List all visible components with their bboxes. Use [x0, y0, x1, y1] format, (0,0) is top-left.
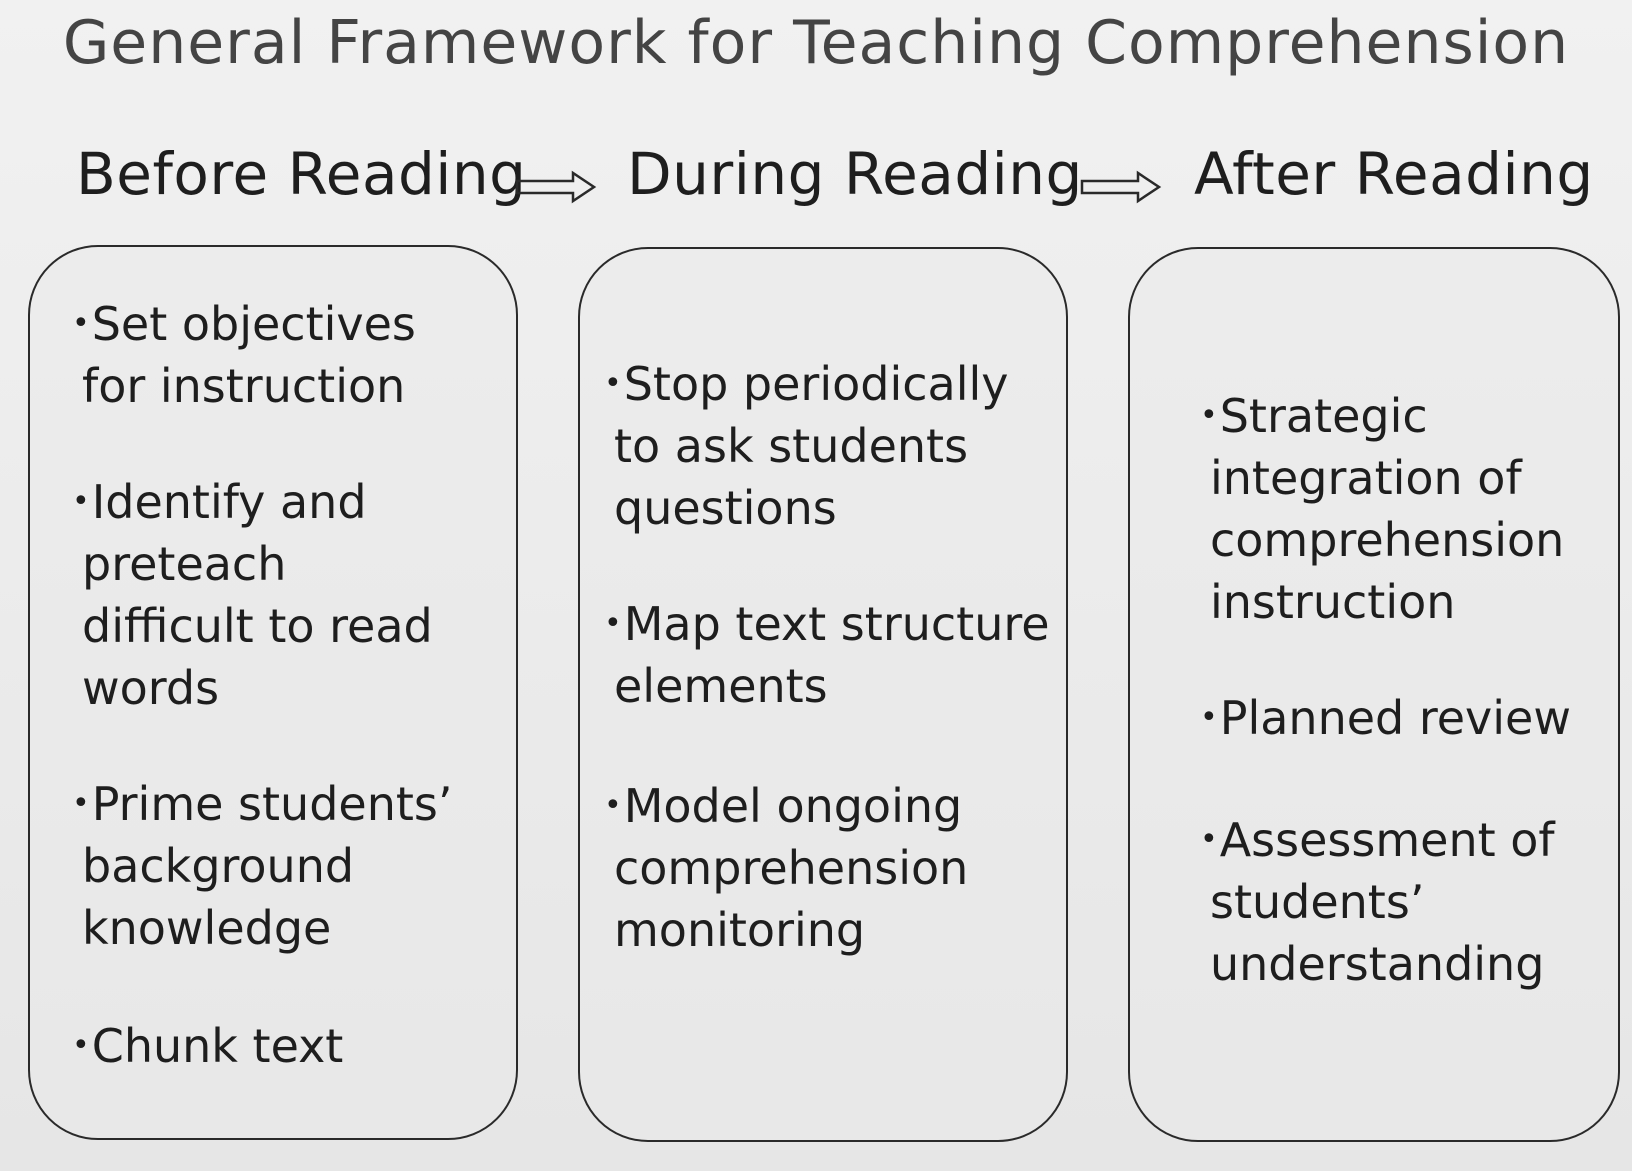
list-item: •Identify and preteach difficult to read words	[72, 471, 433, 719]
bullet-icon: •	[1200, 700, 1218, 735]
list-item: •Set objectives for instruction	[72, 293, 416, 417]
list-item: •Strategic integration of comprehension instruction	[1200, 385, 1564, 633]
bullet-icon: •	[604, 606, 622, 641]
list-item: •Assessment of students’ understanding	[1200, 809, 1555, 995]
bullet-icon: •	[604, 366, 622, 401]
bullet-icon: •	[1200, 822, 1218, 857]
bullet-icon: •	[1200, 398, 1218, 433]
phase-box-during	[578, 247, 1068, 1142]
phase-heading-before: Before Reading	[76, 140, 527, 208]
bullet-icon: •	[72, 306, 90, 341]
bullet-icon: •	[72, 484, 90, 519]
diagram-title: General Framework for Teaching Comprehension	[62, 8, 1570, 78]
arrow-right-icon	[515, 170, 597, 204]
arrow-right-icon	[1080, 170, 1162, 204]
list-item: •Stop periodically to ask students questions	[604, 353, 1008, 539]
list-item: •Planned review	[1200, 687, 1571, 749]
phase-box-after	[1128, 247, 1620, 1142]
list-item: •Chunk text	[72, 1015, 343, 1077]
list-item: •Map text structure elements	[604, 593, 1050, 717]
bullet-icon: •	[72, 786, 90, 821]
phase-box-before	[28, 245, 518, 1140]
list-item: •Model ongoing comprehension monitoring	[604, 775, 968, 961]
phase-heading-during: During Reading	[627, 140, 1083, 208]
phase-heading-after: After Reading	[1194, 140, 1594, 208]
bullet-icon: •	[72, 1028, 90, 1063]
bullet-icon: •	[604, 788, 622, 823]
list-item: •Prime students’ background knowledge	[72, 773, 453, 959]
